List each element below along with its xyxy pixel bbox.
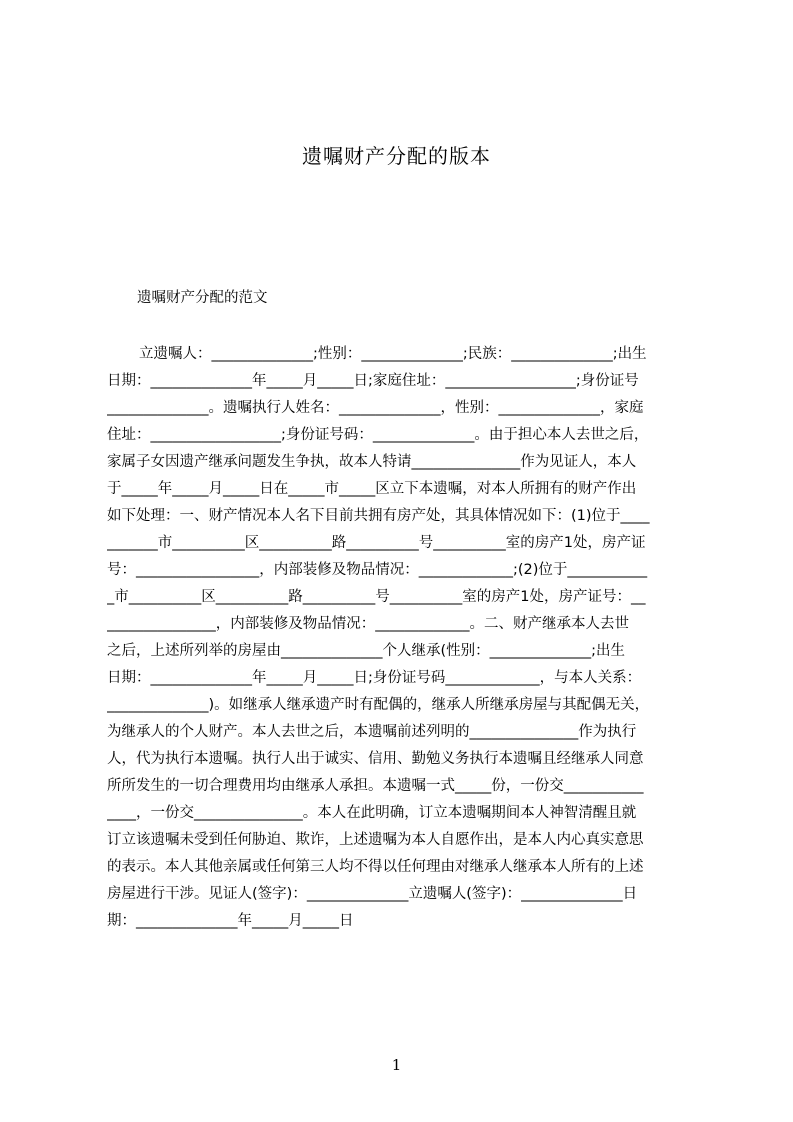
body-line-5: 家属子女因遗产继承问题发生争执，故本人特请_______________作为见证人，本人: [107, 454, 637, 470]
body-line-11: _______________，内部装修及物品情况：_____________。二、财产继承本人去世: [107, 616, 629, 632]
section-heading: 遗嘱财产分配的范文: [137, 290, 268, 306]
body-line-20: 的表示。本人其他亲属或任何第三人均不得以任何理由对继承人继承本人所有的上述: [107, 859, 644, 875]
body-line-3: ______________。遗嘱执行人姓名：______________，性别：______________，家庭: [107, 400, 644, 416]
page-number: 1: [391, 1056, 402, 1074]
document-title: 遗嘱财产分配的版本: [302, 144, 491, 168]
body-line-1: 立遗嘱人：______________;性别：______________;民族：______________;出生: [139, 346, 647, 362]
body-line-22: 期：______________年_____月_____日: [107, 913, 354, 929]
body-line-2: 日期：______________年_____月_____日;家庭住址：__________________;身份证号: [107, 373, 639, 389]
body-line-17: 所所发生的一切合理费用均由继承人承担。本遗嘱一式_____份，一份交___________: [107, 778, 644, 794]
body-line-4: 住址：__________________;身份证号码：______________。由于担心本人去世之后，: [107, 427, 649, 443]
body-line-12: 之后，上述所列举的房屋由______________个人继承(性别：______________;出生: [107, 643, 626, 659]
body-line-9: 号：_________________，内部装修及物品情况：_____________;(2)位于___________: [107, 562, 648, 578]
body-line-19: 订立该遗嘱未受到任何胁迫、欺诈，上述遗嘱为本人自愿作出，是本人内心真实意思: [107, 832, 644, 848]
body-line-10: _市__________区__________路__________号__________室的房产1处，房产证号：__: [107, 589, 646, 605]
body-line-16: 人，代为执行本遗嘱。执行人出于诚实、信用、勤勉义务执行本遗嘱且经继承人同意: [107, 751, 644, 767]
body-line-14: ______________)。如继承人继承遗产时有配偶的，继承人所继承房屋与其配偶无关，: [107, 697, 650, 713]
body-line-21: 房屋进行干涉。见证人(签字)：______________立遗嘱人(签字)：______________日: [107, 886, 638, 902]
body-line-13: 日期：______________年_____月_____日;身份证号码_____________，与本人关系：: [107, 670, 642, 686]
body-line-15: 为继承人的个人财产。本人去世之后，本遗嘱前述列明的_______________作为执行: [107, 724, 637, 740]
body-line-6: 于_____年_____月_____日在_____市_____区立下本遗嘱，对本人所拥有的财产作出: [107, 481, 637, 497]
body-line-7: 如下处理：一、财产情况本人名下目前共拥有房产处，其具体情况如下：(1)位于____: [107, 508, 650, 524]
body-line-8: _______市__________区__________路__________号__________室的房产1处，房产证: [107, 535, 646, 551]
body-line-18: ____，一份交_______________。本人在此明确，订立本遗嘱期间本人神智清醒且就: [107, 805, 637, 821]
